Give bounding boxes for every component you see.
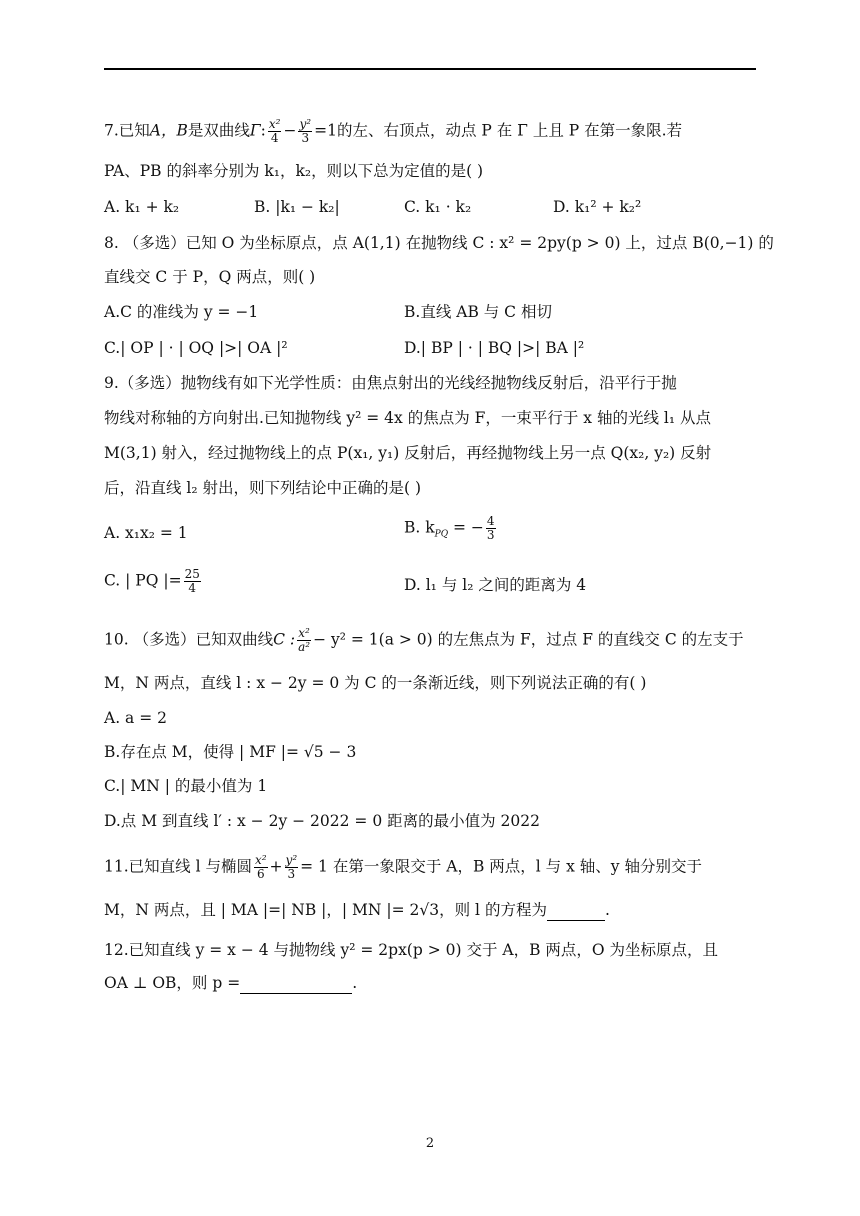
q7-frac-y-num: y² — [299, 117, 312, 131]
q7-colon: : — [260, 121, 266, 140]
q7-frac-x-num: x² — [268, 117, 281, 131]
q9-line4: 后，沿直线 l₂ 射出，则下列结论中正确的是( ) — [104, 479, 422, 497]
page-number: 2 — [425, 1136, 435, 1151]
q11-frac-x — [254, 854, 268, 881]
q11-frac-x-den: 6 — [256, 867, 265, 881]
q7-line2: PA、PB 的斜率分别为 k₁，k₂，则以下总为定值的是( ) — [104, 162, 484, 180]
q12-line2 — [104, 972, 357, 994]
q9-option-b-prefix: B. k — [404, 518, 435, 537]
q11-line2 — [104, 899, 610, 921]
q10-option-a: A. a = 2 — [104, 709, 167, 727]
q7-frac-x-den: 4 — [270, 131, 279, 145]
q7-ab: A，B — [149, 121, 188, 140]
q11-frac-y-den: 3 — [287, 867, 296, 881]
q11-plus: + — [269, 857, 283, 876]
q7-minus: − — [283, 121, 297, 140]
q10-prefix: 10. （多选）已知双曲线 — [104, 630, 274, 649]
q7-eq: =1 — [314, 121, 337, 140]
q11-frac-y-num: y² — [285, 853, 298, 867]
q9-option-b-den: 3 — [486, 528, 495, 542]
q11-frac-x-num: x² — [254, 853, 267, 867]
q7-option-c: C. k₁ · k₂ — [404, 198, 472, 216]
q9-option-c-num: 25 — [184, 567, 200, 581]
q9-option-c-frac — [184, 568, 201, 595]
q10-frac-den: a² — [298, 640, 311, 654]
q9-option-b-eq: = − — [453, 518, 484, 537]
q7-text: 7.已知 — [104, 121, 150, 140]
q7-option-d: D. k₁² + k₂² — [553, 198, 642, 216]
q8-option-a: A.C 的准线为 y = −1 — [104, 303, 259, 321]
q7-text-after: 的左、右顶点，动点 P 在 Γ 上且 P 在第一象限.若 — [336, 121, 683, 140]
q10-option-b: B.存在点 M，使得 | MF |= √5 − 3 — [104, 743, 357, 761]
q9-line2: 物线对称轴的方向射出.已知抛物线 y² = 4x 的焦点为 F，一束平行于 x 轴的光线 l₁ 从点 — [104, 409, 711, 427]
q10-option-c: C.| MN | 的最小值为 1 — [104, 777, 268, 795]
q9-line3: M(3,1) 射入，经过抛物线上的点 P(x₁, y₁) 反射后，再经抛物线上另一点 Q(x₂, y₂) 反射 — [104, 444, 712, 462]
q10-line2: M，N 两点，直线 l : x − 2y = 0 为 C 的一条渐近线，则下列说法正确的有( ) — [104, 674, 647, 692]
q8-line1: 8. （多选）已知 O 为坐标原点，点 A(1,1) 在抛物线 C : x² = 2py(p > 0) 上，过点 B(0,−1) 的 — [104, 234, 774, 252]
q10-c-colon: C : — [273, 630, 296, 649]
q7-frac-y — [298, 118, 312, 145]
q11-line2-end: . — [604, 901, 610, 919]
q12-answer-blank[interactable] — [240, 977, 352, 994]
q9-option-b-frac — [486, 515, 496, 542]
q11-prefix: 11.已知直线 l 与椭圆 — [104, 857, 252, 876]
q10-frac — [297, 627, 311, 654]
q8-option-b: B.直线 AB 与 C 相切 — [404, 303, 552, 321]
q11-line2-text: M，N 两点，且 | MA |=| NB |，| MN |= 2√3，则 l 的方程为 — [104, 901, 547, 919]
q8-line2: 直线交 C 于 P，Q 两点，则( ) — [104, 268, 316, 286]
q12-line2-end: . — [352, 974, 358, 992]
q9-option-c-den: 4 — [188, 581, 197, 595]
q7-option-b: B. |k₁ − k₂| — [254, 198, 340, 216]
q7-line1 — [104, 118, 682, 145]
q11-line1 — [104, 854, 702, 881]
q9-line1: 9.（多选）抛物线有如下光学性质：由焦点射出的光线经抛物线反射后，沿平行于抛 — [104, 374, 677, 392]
q7-frac-x — [268, 118, 282, 145]
q10-option-d: D.点 M 到直线 l′ : x − 2y − 2022 = 0 距离的最小值为 2022 — [104, 812, 540, 830]
q9-option-d: D. l₁ 与 l₂ 之间的距离为 4 — [404, 576, 587, 594]
q11-frac-y — [285, 854, 299, 881]
q9-option-b-sub: PQ — [434, 529, 449, 540]
q10-rest: − y² = 1(a > 0) 的左焦点为 F，过点 F 的直线交 C 的左支于 — [313, 630, 744, 649]
q9-option-c — [104, 568, 203, 595]
q10-line1 — [104, 627, 744, 654]
q10-frac-num: x² — [298, 626, 310, 640]
q12-line1: 12.已知直线 y = x − 4 与抛物线 y² = 2px(p > 0) 交于 A，B 两点，O 为坐标原点，且 — [104, 941, 719, 959]
q9-option-b-num: 4 — [486, 514, 495, 528]
q7-gamma: Γ — [249, 121, 261, 140]
q7-option-a: A. k₁ + k₂ — [104, 198, 180, 216]
q9-option-a: A. x₁x₂ = 1 — [104, 524, 188, 542]
q9-option-c-prefix: C. | PQ |= — [104, 571, 182, 590]
q11-rest: = 1 在第一象限交于 A，B 两点，l 与 x 轴、y 轴分别交于 — [300, 857, 702, 876]
header-rule — [104, 68, 756, 70]
q7-frac-y-den: 3 — [301, 131, 310, 145]
q11-answer-blank[interactable] — [547, 904, 605, 921]
q8-option-d: D.| BP | · | BQ |>| BA |² — [404, 339, 585, 357]
q8-option-c: C.| OP | · | OQ |>| OA |² — [104, 339, 288, 357]
q12-line2-text: OA ⊥ OB，则 p = — [104, 974, 241, 992]
q9-option-b — [404, 515, 498, 546]
q7-text-mid: 是双曲线 — [187, 121, 250, 140]
